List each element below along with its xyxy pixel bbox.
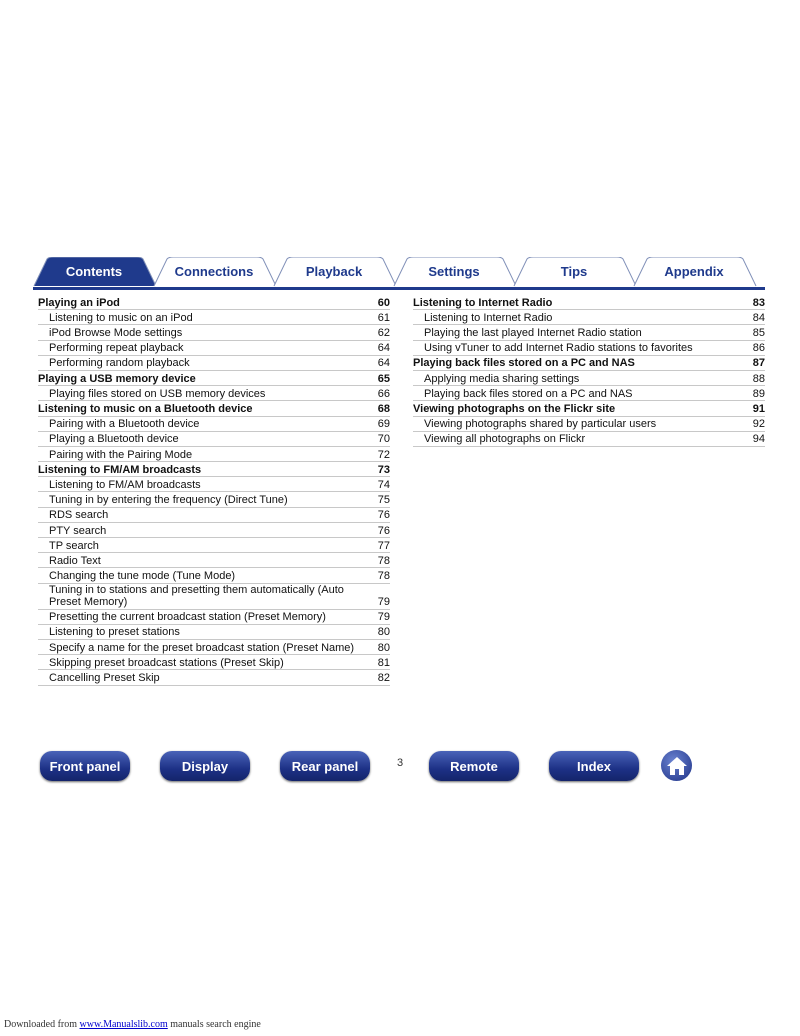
toc-entry-title: Presetting the current broadcast station (Preset Memory) [49,611,326,624]
toc-page-number: 64 [377,357,390,370]
toc-page-number: 91 [752,403,765,415]
toc-entry-title: Viewing all photographs on Flickr [424,433,586,446]
toc-entry-title: Listening to music on an iPod [49,311,193,324]
toc-entry-title: Pairing with a Bluetooth device [49,418,200,431]
toc-page-number: 74 [377,478,390,491]
toc-entry-title: Skipping preset broadcast stations (Preset Skip) [49,656,284,669]
toc-entry-title: Playing back files stored on a PC and NAS [413,357,635,370]
toc-entry-title: Listening to Internet Radio [413,296,553,309]
toc-entry[interactable] [38,356,390,371]
toc-entry[interactable] [413,325,765,340]
toc-left-column [38,295,390,686]
tab-connections[interactable] [153,257,275,286]
footer [4,1019,261,1030]
toc-entry[interactable] [413,432,765,447]
toc-entry[interactable] [38,655,390,670]
toc-entry[interactable] [38,432,390,447]
toc-entry-title: Playing a USB memory device [38,372,196,385]
toc-entry-title: Using vTuner to add Internet Radio stations to favorites [424,342,693,355]
toc-page-number: 72 [377,448,390,461]
toc-entry-title: iPod Browse Mode settings [49,327,183,340]
toc-page-number: 79 [377,596,390,609]
toc-page-number: 80 [377,641,390,654]
toc-entry-title: Listening to music on a Bluetooth device [38,403,253,415]
toc-entry[interactable] [38,538,390,553]
toc-entry-title: Playing a Bluetooth device [49,433,179,446]
toc-page-number: 78 [377,570,390,583]
toc-page-number: 61 [377,311,390,324]
toc-page-number: 82 [377,672,390,684]
toc-entry-title: Playing files stored on USB memory devices [49,387,266,400]
toc-page-number: 89 [752,387,765,400]
toc-entry[interactable] [38,584,390,610]
toc-entry[interactable] [413,417,765,432]
tab-label: Connections [174,264,254,279]
toc-page-number: 85 [752,327,765,340]
toc-page-number: 65 [377,372,390,385]
footer-text-suffix: manuals search engine [167,1019,261,1030]
toc-page-number: 68 [377,403,390,415]
front-panel-button[interactable]: Front panel [40,751,130,781]
index-button[interactable]: Index [549,751,639,781]
tab-label: Contents [65,264,123,279]
toc-page-number: 60 [377,296,390,309]
toc-entry[interactable] [38,310,390,325]
manualslib-link[interactable]: www.Manualslib.com [79,1019,168,1030]
toc-page-number: 92 [752,418,765,431]
toc-page-number: 70 [377,433,390,446]
toc-entry[interactable] [413,310,765,325]
toc-entry[interactable] [38,625,390,640]
toc-page-number: 77 [377,539,390,552]
toc-page-number: 75 [377,494,390,507]
toc-entry-title: Playing the last played Internet Radio station [424,327,642,340]
toc-page-number: 84 [752,311,765,324]
toc-entry-title: Playing back files stored on a PC and NAS [424,387,633,400]
toc-entry-title: Performing random playback [49,357,190,370]
toc-section-heading[interactable] [413,401,765,416]
toc-entry[interactable] [38,553,390,568]
toc-section-heading[interactable] [38,371,390,386]
toc-entry-title: Listening to FM/AM broadcasts [49,478,201,491]
toc-section-heading[interactable] [38,462,390,477]
toc-entry[interactable] [413,341,765,356]
toc-entry[interactable] [38,341,390,356]
toc-page-number: 64 [377,342,390,355]
toc-page-number: 66 [377,387,390,400]
toc-entry[interactable] [38,568,390,583]
remote-button[interactable]: Remote [429,751,519,781]
toc-right-column [413,295,765,447]
toc-entry-title: RDS search [49,509,109,522]
toc-section-heading[interactable] [38,401,390,416]
toc-page-number: 80 [377,626,390,639]
toc-entry-title: Applying media sharing settings [424,372,580,385]
toc-page-number: 86 [752,342,765,355]
tab-appendix[interactable] [633,257,755,286]
toc-page-number: 73 [377,463,390,476]
footer-text: Downloaded from [4,1019,80,1030]
toc-page-number: 76 [377,509,390,522]
tab-label: Playback [305,264,363,279]
toc-entry[interactable] [38,640,390,655]
toc-page-number: 78 [377,554,390,567]
toc-entry-title: Viewing photographs shared by particular users [424,418,657,431]
toc-entry[interactable] [38,523,390,538]
toc-page-number: 83 [752,296,765,309]
toc-page-number: 76 [377,524,390,537]
toc-entry[interactable] [38,386,390,401]
home-icon [666,756,688,776]
toc-section-heading[interactable] [38,295,390,310]
toc-entry-title: Pairing with the Pairing Mode [49,448,193,461]
toc-entry[interactable] [38,670,390,685]
tab-playback[interactable] [273,257,395,286]
toc-entry-title: Specify a name for the preset broadcast station (Preset Name) [49,641,355,654]
tab-label: Tips [560,264,588,279]
tab-contents[interactable] [33,257,155,286]
display-button[interactable]: Display [160,751,250,781]
toc-entry[interactable] [38,325,390,340]
tab-bar [33,257,765,290]
toc-entry[interactable] [38,477,390,492]
page-number: 3 [397,757,404,769]
toc-entry-title: Listening to Internet Radio [424,311,553,324]
toc-entry-title: Playing an iPod [38,296,120,309]
toc-entry[interactable] [38,417,390,432]
toc-entry[interactable] [413,386,765,401]
tab-tips[interactable] [513,257,635,286]
toc-entry[interactable] [38,447,390,462]
tab-label: Appendix [664,264,724,279]
toc-section-heading[interactable] [413,295,765,310]
toc-entry[interactable] [413,371,765,386]
toc-entry-title: Tuning in to stations and presetting them automatically (Auto Preset Memory) [49,583,344,609]
toc-entry-title: Changing the tune mode (Tune Mode) [49,570,236,583]
toc-entry-title: Radio Text [49,554,101,567]
toc-section-heading[interactable] [413,356,765,371]
tab-settings[interactable] [393,257,515,286]
toc-page-number: 88 [752,372,765,385]
toc-page-number: 62 [377,327,390,340]
toc-page-number: 94 [752,433,765,446]
toc-entry-title: Viewing photographs on the Flickr site [413,403,616,415]
home-button[interactable] [661,750,692,781]
toc-page-number: 79 [377,611,390,624]
toc-page-number: 69 [377,418,390,431]
tab-label: Settings [428,264,480,279]
toc-entry-title: Listening to FM/AM broadcasts [38,463,202,476]
toc-entry-title: Listening to preset stations [49,626,180,639]
toc-entry-title: Tuning in by entering the frequency (Direct Tune) [49,494,288,507]
toc-entry[interactable] [38,610,390,625]
toc-entry-title: TP search [49,539,99,552]
toc-entry-title: Performing repeat playback [49,342,184,355]
toc-entry-title: PTY search [49,524,107,537]
toc-entry[interactable] [38,492,390,507]
rear-panel-button[interactable]: Rear panel [280,751,370,781]
toc-entry-title: Cancelling Preset Skip [49,672,160,684]
toc-page-number: 87 [752,357,765,370]
toc-entry[interactable] [38,508,390,523]
toc-page-number: 81 [377,656,390,669]
